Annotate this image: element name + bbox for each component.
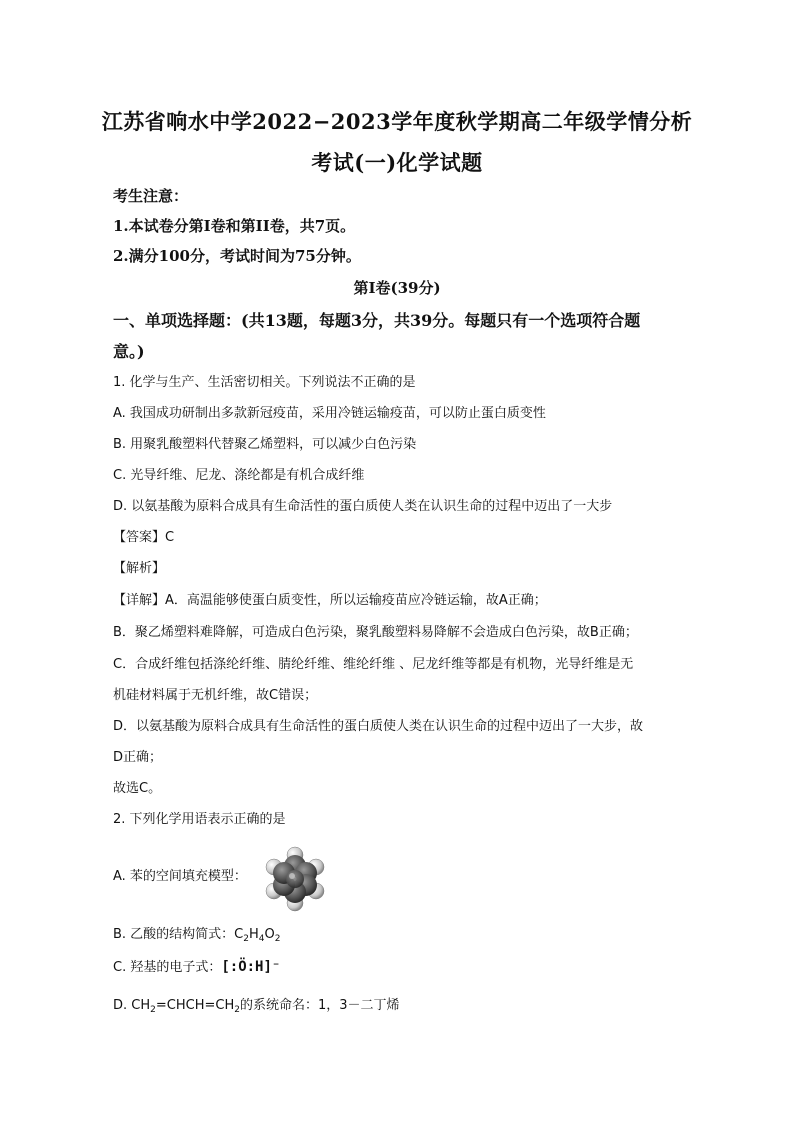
q1-option-a: A. 我国成功研制出多款新冠疫苗，采用冷链运输疫苗，可以防止蛋白质变性	[113, 406, 546, 421]
q2-d-subscript: 2	[234, 1005, 240, 1015]
part-heading-line-2: 意。)	[113, 342, 145, 361]
conclusion: 故选C。	[113, 781, 162, 796]
detail-d-line-2: D正确；	[113, 750, 163, 765]
q2-d-subscript: 2	[150, 1005, 156, 1015]
q2-d-text: 的系统命名：1，3－二丁烯	[239, 998, 400, 1013]
q2-b-subscript: 2	[243, 934, 249, 944]
q2-b-text: O	[264, 927, 275, 942]
analysis-tag: 【解析】	[113, 561, 166, 576]
answer-value: C	[165, 530, 175, 545]
q2-b-subscript: 4	[258, 934, 265, 944]
q1-stem: 1. 化学与生产、生活密切相关。下列说法不正确的是	[113, 375, 416, 390]
q2-d-text: D. CH	[113, 998, 151, 1013]
answer-line	[113, 528, 694, 548]
q2-b-text: B. 乙酸的结构简式：C	[113, 927, 244, 942]
part-heading-line-1: 一、单项选择题：(共13题，每题3分，共39分。每题只有一个选项符合题	[113, 311, 641, 330]
notice-heading: 考生注意：	[113, 187, 189, 205]
q1-option-c: C. 光导纤维、尼龙、涤纶都是有机合成纤维	[113, 468, 365, 483]
notice-item-2: 2.满分100分，考试时间为75分钟。	[113, 247, 361, 265]
detail-b: B．聚乙烯塑料难降解，可造成白色污染，聚乳酸塑料易降解不会造成白色污染，故B正确；	[113, 625, 638, 640]
q2-option-b	[113, 925, 694, 949]
answer-tag: 【答案】	[113, 530, 166, 545]
exam-title-line-2: 考试(一)化学试题	[311, 150, 483, 175]
hydroxyl-electron-formula: [:Ö:H]⁻	[221, 959, 281, 975]
benzene-space-filling-model-image	[262, 846, 328, 912]
section-title: 第I卷(39分)	[353, 279, 441, 297]
detail-a-line	[113, 591, 694, 611]
exam-title-line-1: 江苏省响水中学2022−2023学年度秋学期高二年级学情分析	[101, 109, 693, 134]
q2-b-subscript: 2	[274, 934, 281, 944]
q1-option-d: D. 以氨基酸为原料合成具有生命活性的蛋白质使人类在认识生命的过程中迈出了一大步	[113, 499, 613, 514]
detail-a: A．高温能够使蛋白质变性，所以运输疫苗应冷链运输，故A正确；	[165, 593, 547, 608]
q2-d-text: =CHCH=CH	[155, 998, 235, 1013]
q2-option-d	[113, 996, 694, 1020]
q1-option-b: B. 用聚乳酸塑料代替聚乙烯塑料，可以减少白色污染	[113, 437, 417, 452]
q2-b-text: H	[249, 927, 259, 942]
detail-tag: 【详解】	[113, 593, 166, 608]
q2-option-a: A. 苯的空间填充模型：	[113, 869, 247, 884]
detail-c-line-2: 机硅材料属于无机纤维，故C错误；	[113, 688, 318, 703]
q2-c-text: C. 羟基的电子式：	[113, 960, 222, 975]
q2-option-c	[113, 957, 694, 978]
notice-item-1: 1.本试卷分第I卷和第II卷，共7页。	[113, 217, 356, 235]
detail-d-line-1: D．以氨基酸为原料合成具有生命活性的蛋白质使人类在认识生命的过程中迈出了一大步，故	[113, 719, 644, 734]
detail-c-line-1: C．合成纤维包括涤纶纤维、腈纶纤维、维纶纤维 、尼龙纤维等都是有机物，光导纤维是无	[113, 657, 634, 672]
q2-stem: 2. 下列化学用语表示正确的是	[113, 812, 286, 827]
